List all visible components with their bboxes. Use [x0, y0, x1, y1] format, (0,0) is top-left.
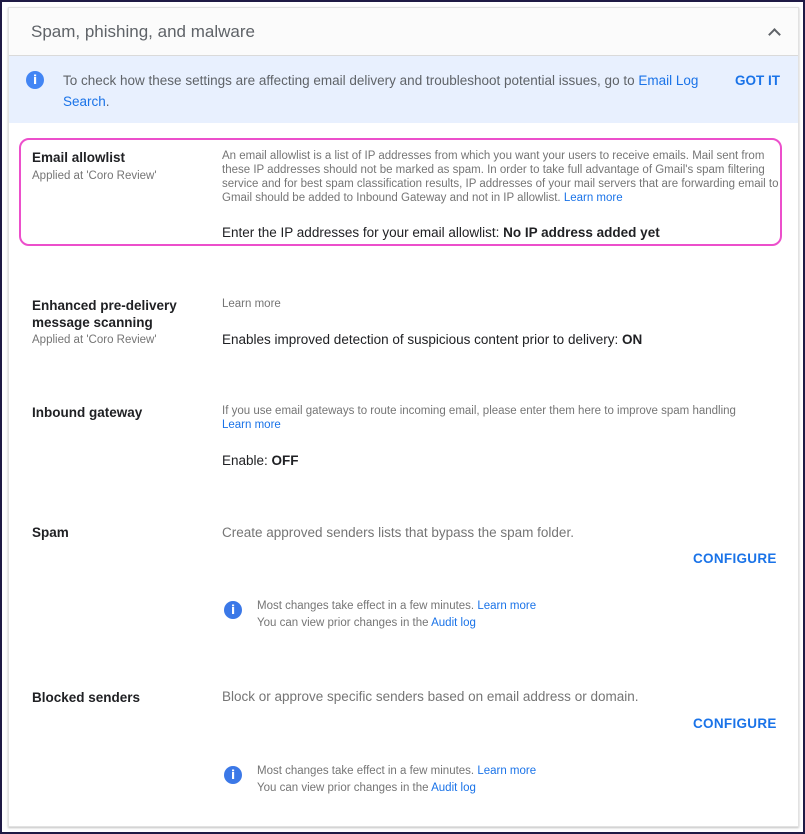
spam-phishing-malware-card: Spam, phishing, and malware i To check how these settings are affecting email delivery and troubleshoot potential issues, go to Email Log Search. GOT IT Email allowlist Applied at 'Coro Review' An email allowlist is a list of IP addresses from which you want your users to receive emails. Mail sent from these IP addresses should not be marked as spam. In order to take full advantage of Gmail's spam filtering service and for best spam classification results, IP addresses of your mail servers that are forwarding email to Gmail should be added to Inbound Gateway and not in IP allowlist. Learn more Enter the IP addresses for your email allowlist: No IP address added yet Enhanced pre-delivery message scanning Applied at 'Coro Review' Learn more Enables improved detection of suspicious content prior to delivery: ON Inbound gateway If you use email gateways to route incoming email, please enter them here to improve spam handling Learn more Enable: OFF Spam Create approved senders lists that bypass the spam folder. CONFIGURE i Most changes take effect in a few minutes. Learn more You can view prior changes in the Audit log Blocked senders Block or approve specific senders based on email address or domain. CONFIGURE i Most changes take effect in a few minutes. Learn more You can view prior changes in the Audit log: [8, 7, 799, 827]
blocked-senders-notice-learn-more-link[interactable]: Learn more: [477, 765, 537, 777]
spam-description: Create approved senders lists that bypass the spam folder.: [222, 525, 574, 540]
spam-audit-log-link[interactable]: Audit log: [431, 617, 476, 629]
blocked-senders-label: Blocked senders: [32, 690, 141, 705]
spam-configure-button[interactable]: CONFIGURE: [693, 551, 777, 566]
inbound-gateway-description: If you use email gateways to route incoming email, please enter them here to improve spam handling Learn more: [222, 405, 736, 431]
inbound-gateway-label: Inbound gateway: [32, 405, 143, 420]
enhanced-scanning-value[interactable]: Enables improved detection of suspicious content prior to delivery: ON: [222, 332, 643, 347]
banner-text: To check how these settings are affecting email delivery and troubleshoot potential issues, go to Email Log Search.: [63, 73, 699, 109]
info-banner: [9, 56, 798, 123]
email-allowlist-label: Email allowlist: [32, 150, 126, 165]
inbound-gateway-value[interactable]: Enable: OFF: [222, 453, 299, 468]
spam-notice-learn-more-link[interactable]: Learn more: [477, 600, 537, 612]
email-allowlist-description: An email allowlist is a list of IP addresses from which you want your users to receive emails. Mail sent from these IP addresses should not be marked as spam. In order to take full advantage of Gmail's spam filtering service and for best spam classification results, IP addresses of your mail servers that are forwarding email to Gmail should be added to Inbound Gateway and not in IP allowlist. Learn more: [222, 150, 779, 204]
enhanced-scanning-learn-more-link[interactable]: Learn more: [222, 298, 281, 310]
email-allowlist-learn-more-link[interactable]: Learn more: [563, 192, 623, 204]
section-header[interactable]: [9, 8, 798, 56]
email-allowlist-applied-at: Applied at 'Coro Review': [32, 170, 157, 182]
blocked-senders-audit-log-link[interactable]: Audit log: [431, 782, 476, 794]
blocked-senders-description: Block or approve specific senders based on email address or domain.: [222, 689, 639, 704]
inbound-gateway-learn-more-link[interactable]: Learn more: [222, 419, 281, 431]
email-log-search-link[interactable]: Email Log Search: [63, 73, 699, 109]
section-title: Spam, phishing, and malware: [31, 21, 255, 41]
spam-label: Spam: [32, 525, 69, 540]
enhanced-scanning-applied-at: Applied at 'Coro Review': [32, 334, 157, 346]
got-it-button[interactable]: GOT IT: [735, 73, 780, 88]
info-icon: i: [26, 71, 44, 89]
chevron-up-icon[interactable]: [768, 26, 780, 38]
info-icon: i: [224, 766, 242, 784]
email-allowlist-value[interactable]: Enter the IP addresses for your email allowlist: No IP address added yet: [222, 225, 660, 240]
info-icon: i: [224, 601, 242, 619]
blocked-senders-configure-button[interactable]: CONFIGURE: [693, 716, 777, 731]
enhanced-scanning-label: Enhanced pre-delivery message scanning: [32, 298, 177, 330]
